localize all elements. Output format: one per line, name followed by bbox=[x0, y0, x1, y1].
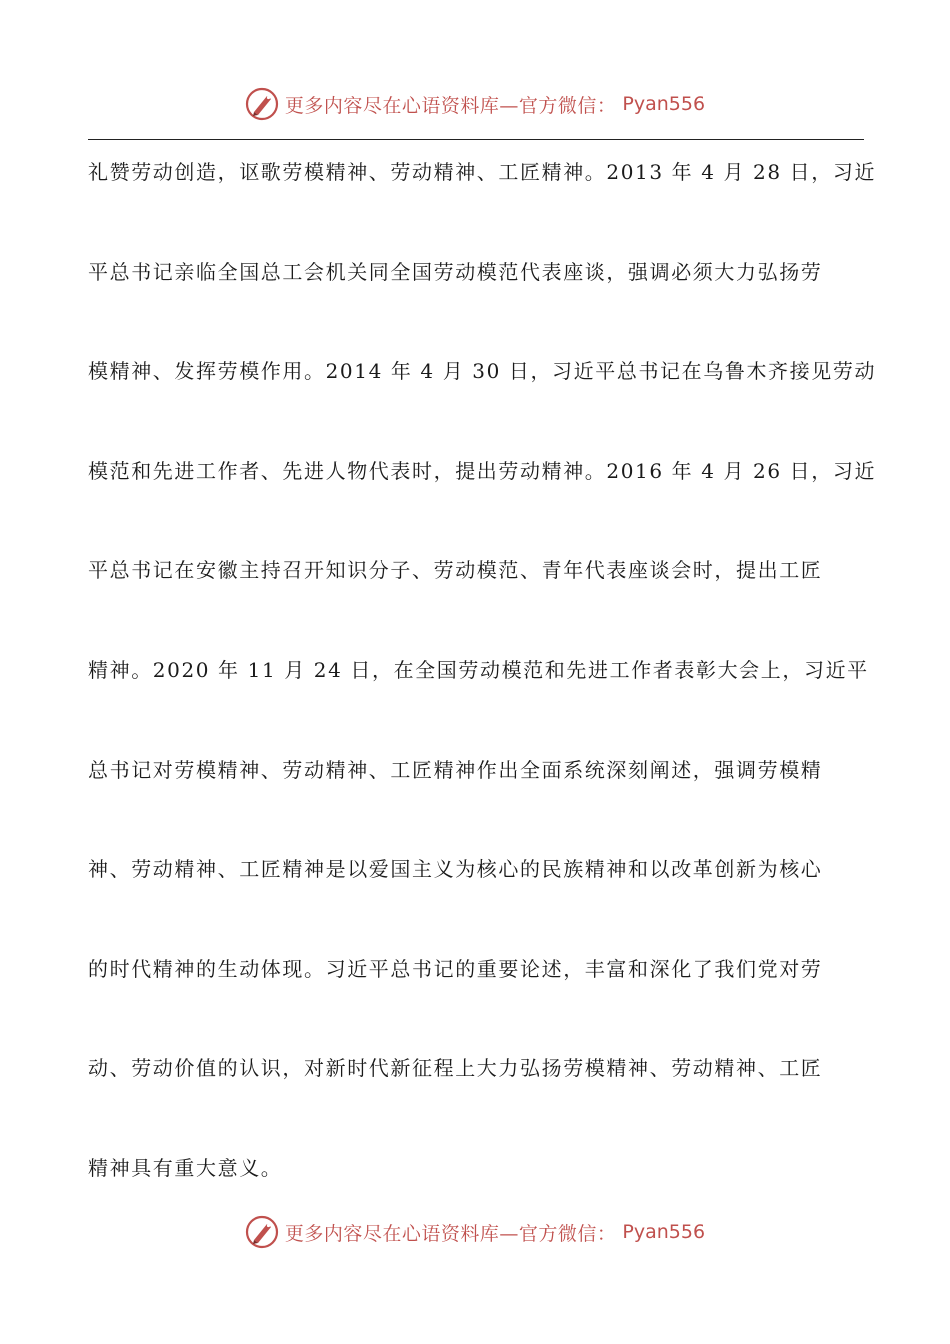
body-line: 平总书记亲临全国总工会机关同全国劳动模范代表座谈，强调必须大力弘扬劳 bbox=[88, 259, 823, 284]
body-line: 精神具有重大意义。 bbox=[88, 1155, 283, 1180]
pen-logo-icon bbox=[245, 1215, 279, 1249]
body-line: 神、劳动精神、工匠精神是以爱国主义为核心的民族精神和以改革创新为核心 bbox=[88, 857, 823, 882]
footer-banner-text: 更多内容尽在心语资料库—官方微信： bbox=[284, 1222, 617, 1245]
header-banner-text: 更多内容尽在心语资料库—官方微信： bbox=[284, 94, 617, 117]
page-header bbox=[0, 84, 950, 124]
body-line: 模精神、发挥劳模作用。2014 年 4 月 30 日，习近平总书记在乌鲁木齐接见劳动 bbox=[88, 359, 877, 384]
header-divider bbox=[88, 139, 864, 140]
body-line: 模范和先进工作者、先进人物代表时，提出劳动精神。2016 年 4 月 26 日，习近 bbox=[88, 458, 877, 483]
body-line: 总书记对劳模精神、劳动精神、工匠精神作出全面系统深刻阐述，强调劳模精 bbox=[88, 757, 823, 782]
body-line: 精神。2020 年 11 月 24 日，在全国劳动模范和先进工作者表彰大会上，习近平 bbox=[88, 657, 869, 682]
footer-wechat-id: Pyan556 bbox=[622, 1221, 706, 1243]
header-wechat-id: Pyan556 bbox=[622, 93, 706, 115]
pen-logo-icon bbox=[245, 87, 279, 121]
document-body bbox=[88, 150, 877, 1246]
page-footer bbox=[0, 1212, 950, 1252]
body-line: 动、劳动价值的认识，对新时代新征程上大力弘扬劳模精神、劳动精神、工匠 bbox=[88, 1056, 823, 1081]
body-line: 平总书记在安徽主持召开知识分子、劳动模范、青年代表座谈会时，提出工匠 bbox=[88, 558, 823, 583]
body-line: 礼赞劳动创造，讴歌劳模精神、劳动精神、工匠精神。2013 年 4 月 28 日，习近 bbox=[88, 160, 877, 184]
body-line: 的时代精神的生动体现。习近平总书记的重要论述，丰富和深化了我们党对劳 bbox=[88, 956, 823, 981]
